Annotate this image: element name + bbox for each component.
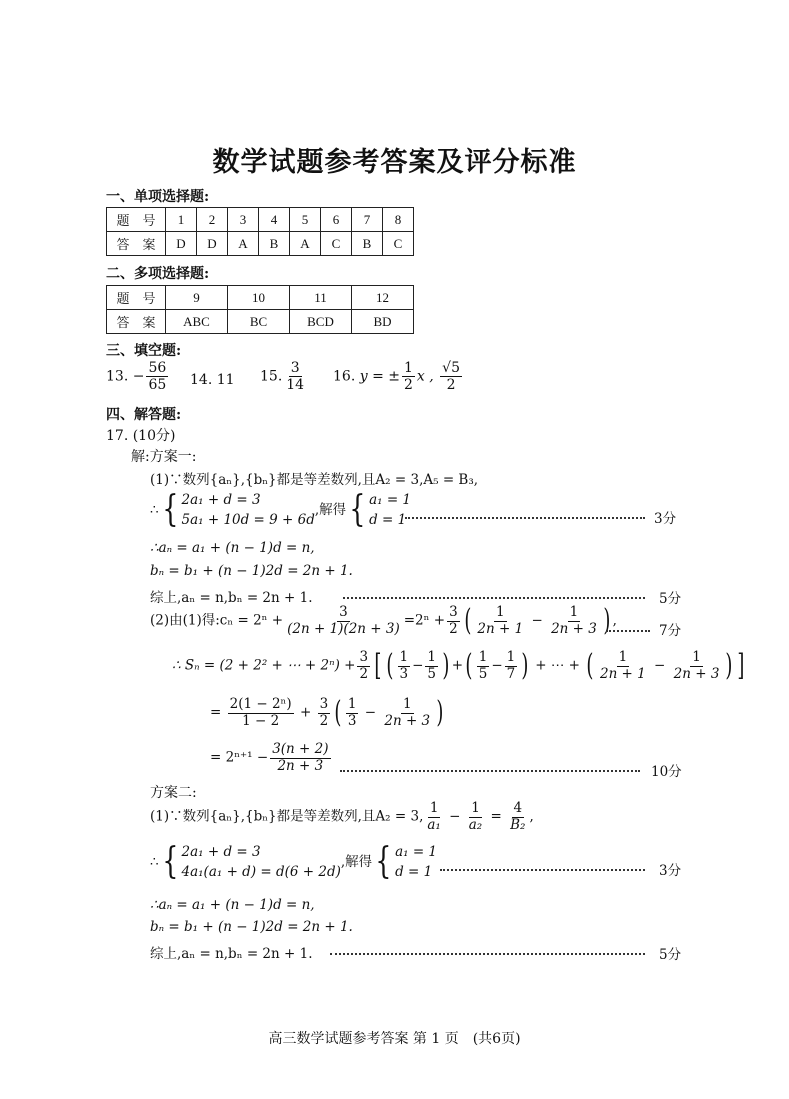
denominator: 2n + 3: [277, 757, 324, 774]
table-cell: D: [166, 232, 197, 256]
fraction: [270, 742, 330, 774]
text: ∴ Sₙ = (2 + 2² + ⋯ + 2ⁿ) +: [172, 657, 356, 674]
numerator: 1: [399, 649, 409, 665]
table-cell: ABC: [166, 310, 228, 334]
denominator: 2n + 1: [477, 620, 524, 637]
fraction: [505, 650, 518, 682]
eq: 4a₁(a₁ + d) = d(6 + 2d): [181, 864, 341, 881]
fill-answer-14: 14. 11: [190, 372, 235, 388]
q2-an: ∴aₙ = a₁ + (n − 1)d = n,: [150, 897, 315, 913]
table-cell: 7: [352, 208, 383, 232]
dot-leader: [330, 953, 645, 955]
numerator: 1: [427, 649, 436, 665]
fraction: [318, 697, 331, 729]
numerator: 1: [569, 604, 579, 620]
denominator: 1 − 2: [242, 712, 280, 729]
score-label: 7分: [659, 623, 682, 639]
p1-bn: bₙ = b₁ + (n − 1)2d = 2n + 1.: [150, 563, 353, 579]
fraction: [398, 650, 411, 682]
solve-label: ,解得: [314, 501, 347, 518]
table-cell: 4: [259, 208, 290, 232]
score-label: 3分: [654, 511, 677, 527]
section-heading-solutions: 四、解答题:: [106, 407, 182, 423]
q16-prefix: 16.: [333, 368, 356, 385]
table-cell: BCD: [290, 310, 352, 334]
denominator: 14: [286, 377, 305, 394]
q2-summary: 综上,aₙ = n,bₙ = 2n + 1.: [150, 946, 313, 962]
fraction: [508, 801, 527, 833]
table-cell: D: [197, 232, 228, 256]
table-row: [107, 232, 414, 256]
table-cell: BD: [352, 310, 414, 334]
solution-stack: [369, 490, 411, 531]
fraction: [447, 605, 460, 637]
numerator: 3: [319, 696, 329, 712]
denominator: 2n + 3: [551, 620, 597, 637]
text: (2)由(1)得:cₙ = 2ⁿ +: [150, 612, 284, 629]
eq: 5a₁ + 10d = 9 + 6d: [181, 512, 315, 529]
table-cell: 12: [352, 286, 414, 310]
eq3-line: [210, 742, 333, 774]
paren: ): [436, 695, 444, 731]
q2-bn: bₙ = b₁ + (n − 1)2d = 2n + 1.: [150, 919, 353, 935]
numerator: 3: [359, 649, 369, 665]
q15-prefix: 15.: [260, 368, 283, 385]
fraction: [598, 650, 648, 682]
numerator: 3: [339, 604, 348, 620]
single-choice-table: [106, 207, 414, 256]
dot-leader: [606, 630, 650, 632]
numerator: √5: [442, 360, 460, 376]
denominator: 2: [449, 620, 458, 637]
score-label: 5分: [659, 591, 682, 607]
numerator: 1: [495, 604, 505, 620]
denominator: (2n + 1)(2n + 3): [287, 620, 400, 637]
denominator: 2: [359, 665, 369, 682]
numerator: 1: [506, 649, 516, 665]
score-label: 5分: [659, 947, 682, 963]
fraction: [285, 605, 402, 637]
q15-fraction: [284, 360, 306, 393]
p1-line1: (1)∵数列{aₙ},{bₙ}都是等差数列,且A₂ = 3,A₅ = B₃,: [150, 472, 479, 488]
solution-stack: [395, 842, 437, 883]
paren: (: [586, 648, 594, 684]
numerator: 3: [449, 604, 458, 620]
denominator: 2n + 3: [673, 665, 720, 682]
p1-an: ∴aₙ = a₁ + (n − 1)d = n,: [150, 540, 315, 556]
table-cell: 11: [290, 286, 352, 310]
table-cell: 8: [383, 208, 414, 232]
p1-system: [150, 490, 411, 531]
q16-fraction: [402, 360, 415, 393]
table-cell: 5: [290, 208, 321, 232]
table-cell: 6: [321, 208, 352, 232]
dot-leader: [405, 517, 645, 519]
section-heading-fill-blank: 三、填空题:: [106, 343, 182, 359]
numerator: 1: [404, 360, 413, 376]
numerator: 1: [429, 800, 439, 816]
table-cell: BC: [228, 310, 290, 334]
denominator: 3: [399, 665, 409, 682]
sn-line: ∴ Sₙ = (2 + 2² + ⋯ + 2ⁿ) + $\frac{3}{2}$ [ ( $\frac{1}{3}$ − $\frac{1}{5}$ ) +( $\frac{1}{5}$ − $\frac{1}{7}$ ) + ⋯ + ( $\frac{1}{2n + 1}$ − $\frac{1}{2n + 3}$ ) ]: [172, 648, 745, 684]
denominator: 5: [427, 665, 436, 682]
brace: {: [375, 841, 392, 883]
denominator: B₂: [510, 816, 526, 833]
solve-label: ,解得: [340, 853, 373, 870]
numerator: 1: [471, 800, 480, 816]
numerator: 4: [513, 800, 523, 816]
dot-leader: [440, 869, 645, 871]
fraction: [425, 650, 438, 682]
section-heading-single-choice: 一、单项选择题:: [106, 189, 210, 205]
therefore-symbol: ∴: [150, 853, 159, 870]
denominator: 3: [347, 712, 357, 729]
section-heading-multi-choice: 二、多项选择题:: [106, 266, 210, 282]
paren: (: [386, 648, 394, 684]
fraction: [357, 650, 370, 682]
denominator: 5: [478, 665, 488, 682]
eq: a₁ = 1: [395, 844, 438, 860]
paren: ): [725, 648, 733, 684]
eq: 2a₁ + d = 3: [181, 492, 261, 508]
q13-prefix: 13. −: [106, 368, 145, 385]
table-cell: A: [228, 232, 259, 256]
fraction: [672, 650, 722, 682]
paren: (: [334, 695, 342, 731]
denominator: 2: [319, 712, 329, 729]
text: = 2ⁿ⁺¹ −: [210, 749, 269, 766]
table-row: [107, 208, 414, 232]
page-title: 数学试题参考答案及评分标准: [212, 147, 577, 178]
denominator: 2n + 1: [599, 665, 646, 682]
paren: (: [465, 648, 473, 684]
table-cell: C: [321, 232, 352, 256]
numerator: 3: [290, 360, 300, 376]
bracket: ]: [737, 648, 745, 684]
numerator: 1: [478, 649, 488, 665]
numerator: 1: [692, 649, 701, 665]
q13-fraction: [146, 360, 168, 393]
p1-summary: 综上,aₙ = n,bₙ = 2n + 1.: [150, 590, 313, 606]
eq: 2a₁ + d = 3: [181, 844, 261, 860]
fraction: [477, 650, 490, 682]
table-row: [107, 310, 414, 334]
system-stack: [182, 842, 341, 883]
table-cell: 题 号: [107, 286, 166, 310]
q16-x: x ,: [416, 368, 434, 385]
table-cell: 3: [228, 208, 259, 232]
system-stack: [182, 490, 315, 531]
q2-line1: (1)∵数列{aₙ},{bₙ}都是等差数列,且A₂ = 3, $\frac{1}{\text{a₁}}$ − $\frac{1}{\text{a₂}}$ = $\frac{4}{\text{B₂}}$ ,: [150, 800, 534, 833]
table-cell: 2: [197, 208, 228, 232]
denominator: 2n + 3: [384, 712, 431, 729]
brace: {: [162, 841, 179, 883]
eq2-line: = $\frac{\text{2(1 − 2ⁿ)}}{1 - 2}$ + $\frac{3}{2}$ ( $\frac{1}{3}$ − $\frac{1}{2n + 3}$ ): [210, 695, 444, 731]
brace: {: [162, 489, 179, 531]
numerator: 1: [402, 696, 412, 712]
text: (1)∵数列{aₙ},{bₙ}都是等差数列,且A₂ = 3,: [150, 808, 424, 825]
table-cell: A: [290, 232, 321, 256]
denominator: 7: [506, 665, 516, 682]
table-cell: 题 号: [107, 208, 166, 232]
table-cell: 答 案: [107, 232, 166, 256]
fraction: [346, 697, 359, 729]
eq: d = 1: [369, 512, 407, 529]
q17-header: 17. (10分): [106, 428, 176, 444]
fraction: [425, 801, 442, 833]
fill-answer-15: [260, 360, 308, 393]
fraction: [475, 605, 525, 637]
page-footer: 高三数学试题参考答案 第 1 页 (共6页): [268, 1031, 521, 1047]
fraction: [549, 605, 599, 637]
q2-system: [150, 842, 437, 883]
fraction: [382, 697, 432, 729]
paren: (: [464, 603, 472, 639]
plan-one-label: 解:方案一:: [131, 449, 197, 465]
eq: d = 1: [395, 864, 433, 881]
table-cell: B: [352, 232, 383, 256]
paren: ): [521, 648, 529, 684]
paren: ): [442, 648, 450, 684]
dot-leader: [343, 597, 645, 599]
brace: {: [349, 489, 366, 531]
table-cell: 1: [166, 208, 197, 232]
table-cell: C: [383, 232, 414, 256]
denominator: a₂: [468, 816, 483, 833]
denominator: 2: [404, 377, 413, 394]
table-cell: B: [259, 232, 290, 256]
fraction: [228, 697, 294, 729]
fill-answer-16: [333, 360, 464, 393]
numerator: 3(n + 2): [272, 741, 329, 757]
table-cell: 9: [166, 286, 228, 310]
table-row: [107, 286, 414, 310]
therefore-symbol: ∴: [150, 501, 159, 518]
table-cell: 10: [228, 286, 290, 310]
fill-answer-13: [106, 360, 170, 393]
denominator: 65: [148, 377, 167, 394]
text: =2ⁿ +: [403, 612, 446, 629]
numerator: 1: [618, 649, 628, 665]
score-label: 3分: [659, 863, 682, 879]
numerator: 1: [347, 696, 357, 712]
dot-leader: [340, 770, 640, 772]
score-label: 10分: [651, 764, 682, 780]
numerator: 2(1 − 2ⁿ): [229, 696, 292, 712]
eq: a₁ = 1: [369, 492, 412, 508]
denominator: a₁: [427, 816, 441, 833]
bracket: [: [374, 648, 382, 684]
paren: ): [603, 603, 611, 639]
fraction: [467, 801, 484, 833]
q16-fraction-2: [440, 360, 462, 393]
table-cell: 答 案: [107, 310, 166, 334]
q16-y: y = ±: [359, 368, 400, 385]
multi-choice-table: [106, 285, 414, 334]
denominator: 2: [446, 377, 456, 394]
p2-line: (2)由(1)得:cₙ = 2ⁿ + $\frac{3}{(2n + 1)(2n + 3)}$ =2ⁿ + $\frac{3}{2}$ ( $\frac{1}{2n + 1}$ − $\frac{1}{2n + 3}$ ) ,: [150, 603, 617, 639]
plan-two-label: 方案二:: [150, 785, 197, 801]
numerator: 56: [148, 360, 167, 376]
